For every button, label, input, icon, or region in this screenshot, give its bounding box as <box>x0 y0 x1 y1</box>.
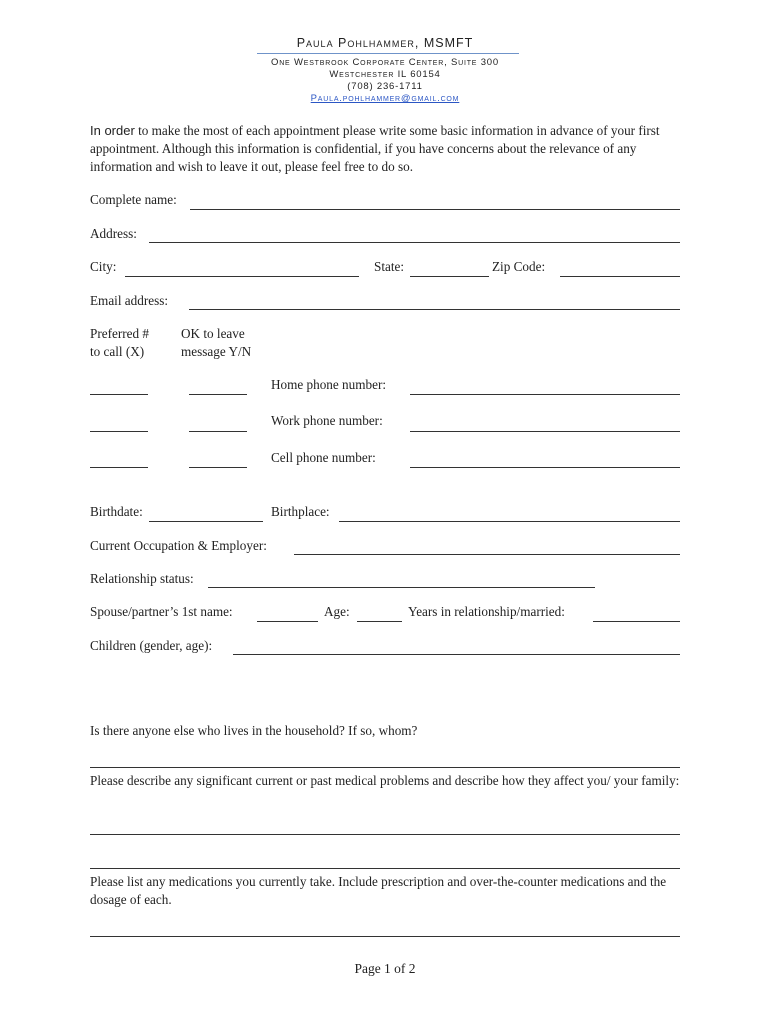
state-field[interactable] <box>410 276 489 277</box>
years-label: Years in relationship/married: <box>408 604 565 619</box>
children-label: Children (gender, age): <box>90 638 213 653</box>
medical-answer-line-1[interactable] <box>90 834 680 835</box>
address-field[interactable] <box>149 242 680 243</box>
address-label: Address: <box>90 226 137 241</box>
email-address-field[interactable] <box>189 309 680 310</box>
therapist-name: Paula Pohlhammer, MSMFT <box>296 36 474 50</box>
work-phone-label: Work phone number: <box>271 413 383 428</box>
relationship-label: Relationship status: <box>90 571 194 586</box>
medical-question: Please describe any significant current or past medical problems and describe how they affect you/ your family: <box>90 773 680 788</box>
city-field[interactable] <box>125 276 359 277</box>
intro-text: to make the most of each appointment please write some basic information in advance of your first appointment. Although this information is confidential, if you have concerns about the relevance of any information and wish to leave it out, please feel free to do so. <box>90 123 660 174</box>
city-label: City: <box>90 259 117 274</box>
cell-phone-label: Cell phone number: <box>271 450 376 465</box>
home-preferred-field[interactable] <box>90 394 148 395</box>
phone-number: (708) 236-1711 <box>347 81 423 92</box>
occupation-label: Current Occupation & Employer: <box>90 538 267 553</box>
household-answer-line[interactable] <box>90 767 680 768</box>
home-phone-label: Home phone number: <box>271 377 386 392</box>
home-phone-field[interactable] <box>410 394 680 395</box>
address-line-1: One Westbrook Corporate Center, Suite 300 <box>271 57 499 68</box>
relationship-field[interactable] <box>208 587 595 588</box>
intro-lead: In order <box>90 123 135 138</box>
page-number: Page 1 of 2 <box>354 961 416 976</box>
ok-leave-header-1: OK to leave <box>181 326 245 341</box>
medical-answer-line-2[interactable] <box>90 868 680 869</box>
email-link[interactable]: Paula.pohlhammer@gmail.com <box>310 93 460 104</box>
preferred-header-2: to call (X) <box>90 344 145 359</box>
complete-name-label: Complete name: <box>90 192 177 207</box>
birthplace-label: Birthplace: <box>271 504 330 519</box>
work-preferred-field[interactable] <box>90 431 148 432</box>
occupation-field[interactable] <box>294 554 680 555</box>
age-field[interactable] <box>357 621 402 622</box>
children-field[interactable] <box>233 654 680 655</box>
birthdate-field[interactable] <box>149 521 263 522</box>
intro-paragraph <box>90 122 690 176</box>
address-line-2: Westchester IL 60154 <box>329 69 441 80</box>
birthplace-field[interactable] <box>339 521 680 522</box>
email-address-label: Email address: <box>90 293 169 308</box>
header-divider <box>257 53 519 54</box>
state-label: State: <box>374 259 405 274</box>
household-question: Is there anyone else who lives in the household? If so, whom? <box>90 723 418 738</box>
zip-field[interactable] <box>560 276 680 277</box>
years-field[interactable] <box>593 621 680 622</box>
spouse-field[interactable] <box>257 621 318 622</box>
ok-leave-header-2: message Y/N <box>181 344 252 359</box>
cell-phone-field[interactable] <box>410 467 680 468</box>
age-label: Age: <box>324 604 350 619</box>
zip-label: Zip Code: <box>492 259 546 274</box>
medications-answer-line[interactable] <box>90 936 680 937</box>
spouse-label: Spouse/partner’s 1st name: <box>90 604 233 619</box>
home-ok-leave-field[interactable] <box>189 394 247 395</box>
birthdate-label: Birthdate: <box>90 504 143 519</box>
cell-preferred-field[interactable] <box>90 467 148 468</box>
complete-name-field[interactable] <box>190 209 680 210</box>
cell-ok-leave-field[interactable] <box>189 467 247 468</box>
work-ok-leave-field[interactable] <box>189 431 247 432</box>
work-phone-field[interactable] <box>410 431 680 432</box>
preferred-header-1: Preferred # <box>90 326 149 341</box>
medications-question: Please list any medications you currently take. Include prescription and over-the-counter medications and the dosage of each. <box>90 874 667 907</box>
